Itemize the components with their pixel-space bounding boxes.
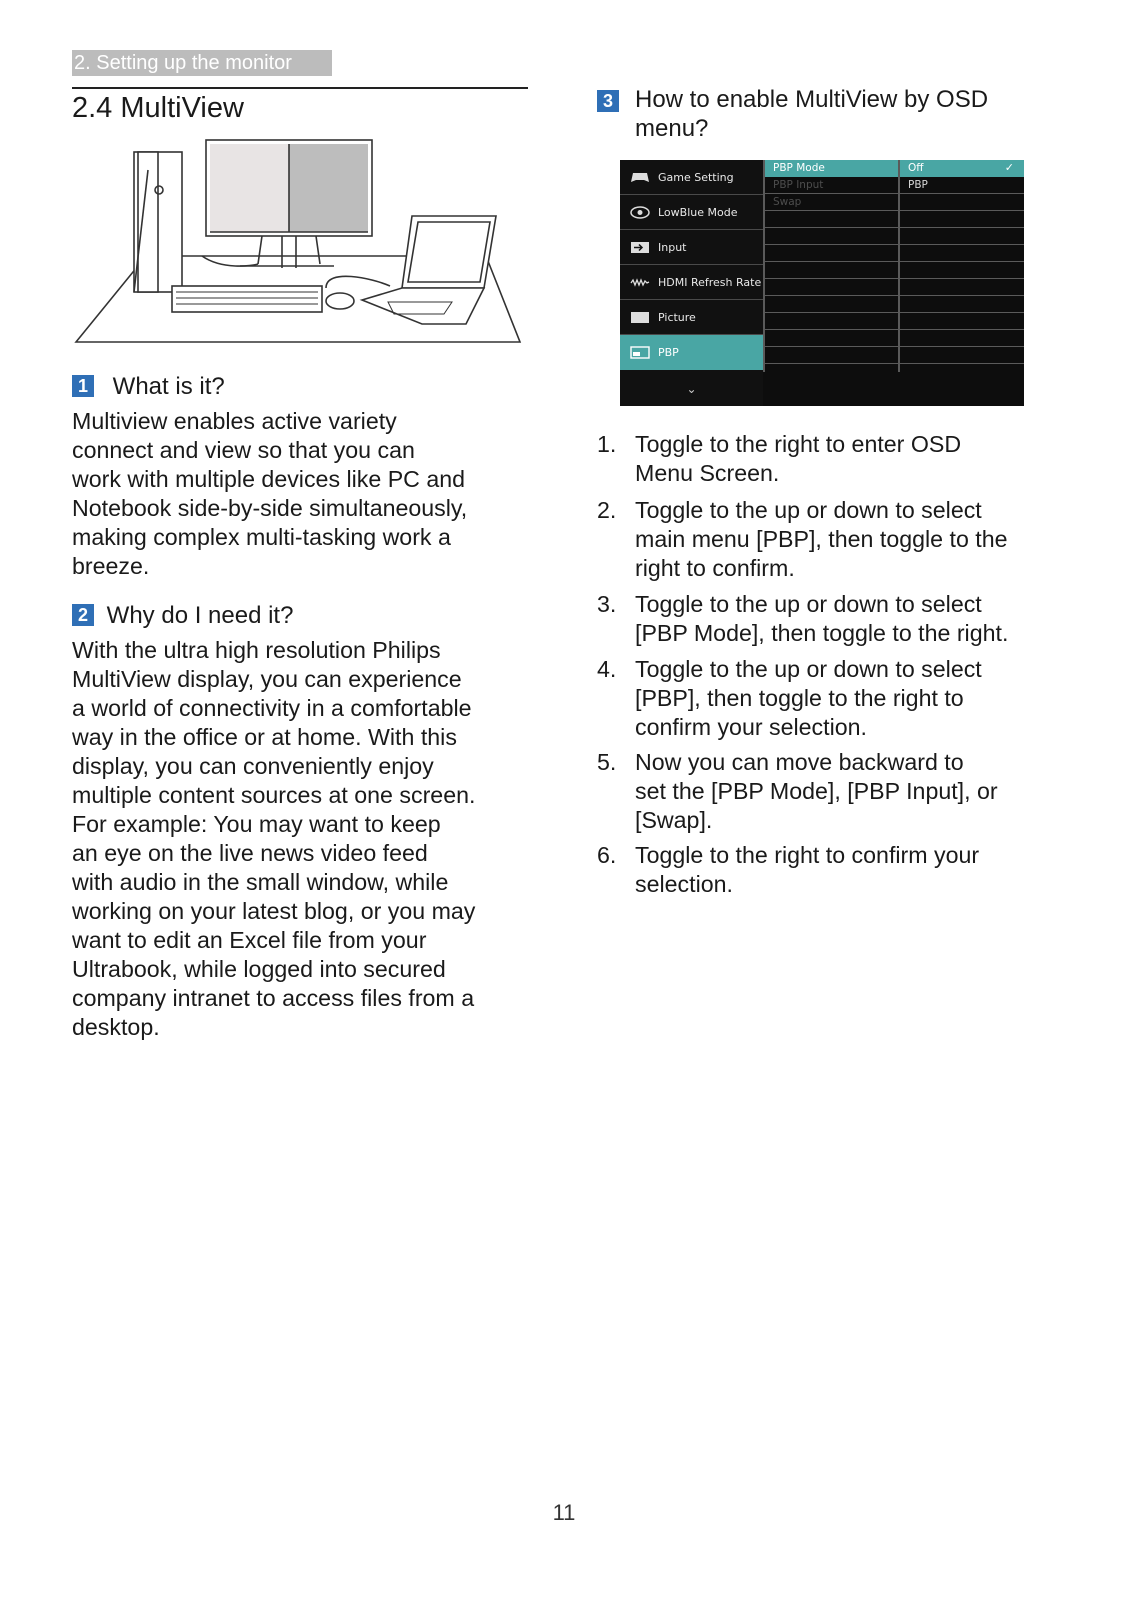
- gamepad-icon: [630, 171, 650, 184]
- wave-icon: [630, 276, 650, 289]
- osd-menu-item-pbp[interactable]: [620, 335, 763, 370]
- text-line: For example: You may want to keep: [72, 811, 441, 837]
- step-number: 3.: [597, 591, 617, 617]
- step-text: [635, 655, 982, 742]
- question-why-need: [72, 601, 293, 631]
- step-number: 1.: [597, 431, 617, 457]
- osd-option-off[interactable]: [900, 160, 1024, 177]
- text-line: with audio in the small window, while: [72, 869, 449, 895]
- text-line: connect and view so that you can: [72, 437, 415, 463]
- osd-menu-label: Picture: [658, 311, 696, 324]
- text-line: display, you can conveniently enjoy: [72, 753, 434, 779]
- text-line: Toggle to the up or down to select: [635, 656, 982, 682]
- osd-empty-row: [900, 211, 1024, 228]
- step-number: 4.: [597, 656, 617, 682]
- text-line: work with multiple devices like PC and: [72, 466, 466, 492]
- text-line: Toggle to the right to confirm your: [635, 842, 980, 868]
- text-line: working on your latest blog, or you may: [72, 898, 476, 924]
- osd-menu-label: Game Setting: [658, 171, 734, 184]
- text-line: confirm your selection.: [635, 714, 867, 740]
- text-line: want to edit an Excel file from your: [72, 927, 427, 953]
- text-line: multiple content sources at one screen.: [72, 782, 476, 808]
- section-tab: 2. Setting up the monitor: [72, 50, 332, 76]
- step-number: 6.: [597, 842, 617, 868]
- osd-empty-row: [900, 262, 1024, 279]
- osd-menu-label: HDMI Refresh Rate: [658, 276, 762, 289]
- text-line: right to confirm.: [635, 555, 795, 581]
- text-line: With the ultra high resolution Philips: [72, 637, 441, 663]
- step-number: 2.: [597, 497, 617, 523]
- osd-menu-item-input[interactable]: [620, 230, 763, 265]
- why-need-paragraph: [72, 636, 532, 1042]
- section-number-badge: 2: [72, 604, 94, 626]
- text-line: breeze.: [72, 553, 150, 579]
- osd-empty-row: [900, 279, 1024, 296]
- check-icon: ✓: [1004, 161, 1014, 174]
- osd-menu-item-hdmi-refresh-rate[interactable]: [620, 265, 763, 300]
- text-line: menu?: [635, 115, 709, 142]
- osd-menu-item-game-setting[interactable]: [620, 160, 763, 195]
- text-line: [Swap].: [635, 807, 713, 833]
- chevron-down-icon[interactable]: ⌄: [686, 382, 697, 396]
- osd-option-pbp[interactable]: PBP: [900, 177, 1024, 194]
- osd-empty-row: [765, 211, 898, 228]
- question-title: [635, 85, 1055, 143]
- osd-empty-row: [900, 313, 1024, 330]
- step-text: [635, 430, 961, 488]
- step-number: 5.: [597, 749, 617, 775]
- osd-menu-screenshot: [620, 160, 1024, 406]
- osd-empty-row: [765, 262, 898, 279]
- text-line: set the [PBP Mode], [PBP Input], or: [635, 778, 998, 804]
- osd-options: [900, 160, 1024, 372]
- text-line: How to enable MultiView by OSD: [635, 86, 989, 113]
- text-line: Ultrabook, while logged into secured: [72, 956, 446, 982]
- text-line: main menu [PBP], then toggle to the: [635, 526, 1008, 552]
- step-text: [635, 841, 979, 899]
- step-text: [635, 748, 998, 835]
- osd-empty-row: [765, 313, 898, 330]
- osd-menu-label: LowBlue Mode: [658, 206, 738, 219]
- text-line: Toggle to the up or down to select: [635, 497, 982, 523]
- question-what-is-it: [72, 372, 225, 402]
- page-heading: 2.4 MultiView: [72, 92, 244, 124]
- osd-empty-row: [900, 347, 1024, 364]
- osd-empty-row: [900, 296, 1024, 313]
- text-line: a world of connectivity in a comfortable: [72, 695, 472, 721]
- step-text: [635, 496, 1008, 583]
- page-number: 11: [552, 1500, 576, 1525]
- osd-menu-label: Input: [658, 241, 687, 254]
- osd-empty-row: [900, 228, 1024, 245]
- osd-empty-row: [765, 279, 898, 296]
- picture-icon: [630, 311, 650, 324]
- input-icon: [630, 241, 650, 254]
- osd-empty-row: [765, 347, 898, 364]
- question-title: What is it?: [112, 373, 225, 400]
- eye-icon: [630, 206, 650, 219]
- text-line: Multiview enables active variety: [72, 408, 397, 434]
- text-line: desktop.: [72, 1014, 160, 1040]
- text-line: Toggle to the up or down to select: [635, 591, 982, 617]
- text-line: Menu Screen.: [635, 460, 780, 486]
- text-line: company intranet to access files from a: [72, 985, 475, 1011]
- osd-empty-row: [900, 245, 1024, 262]
- text-line: making complex multi-tasking work a: [72, 524, 451, 550]
- text-line: an eye on the live news video feed: [72, 840, 428, 866]
- multiview-illustration: [72, 138, 532, 353]
- osd-submenu-item-swap[interactable]: Swap: [765, 194, 898, 211]
- text-line: way in the office or at home. With this: [72, 724, 457, 750]
- osd-submenu: [765, 160, 898, 372]
- osd-menu-item-picture[interactable]: [620, 300, 763, 335]
- text-line: Notebook side-by-side simultaneously,: [72, 495, 468, 521]
- question-title: Why do I need it?: [106, 602, 294, 629]
- text-line: Now you can move backward to: [635, 749, 964, 775]
- osd-empty-row: [765, 296, 898, 313]
- text-line: [PBP], then toggle to the right to: [635, 685, 964, 711]
- what-is-it-paragraph: [72, 407, 532, 581]
- text-line: MultiView display, you can experience: [72, 666, 462, 692]
- pbp-icon: [630, 346, 650, 359]
- osd-empty-row: [765, 228, 898, 245]
- section-number-badge: 1: [72, 375, 94, 397]
- osd-empty-row: [900, 330, 1024, 347]
- osd-option-label: Off: [908, 162, 924, 174]
- osd-main-menu: [620, 160, 763, 406]
- osd-empty-row: [765, 330, 898, 347]
- osd-empty-row: [900, 194, 1024, 211]
- text-line: Toggle to the right to enter OSD: [635, 431, 962, 457]
- osd-empty-row: [765, 245, 898, 262]
- osd-submenu-item-pbp-mode[interactable]: PBP Mode: [765, 160, 898, 177]
- osd-menu-item-lowblue-mode[interactable]: [620, 195, 763, 230]
- section-number-badge: 3: [597, 90, 619, 112]
- osd-menu-label: PBP: [658, 346, 679, 359]
- text-line: selection.: [635, 871, 733, 897]
- step-text: [635, 590, 1008, 648]
- heading-rule: [72, 87, 528, 89]
- text-line: [PBP Mode], then toggle to the right.: [635, 620, 1009, 646]
- osd-submenu-item-pbp-input[interactable]: PBP Input: [765, 177, 898, 194]
